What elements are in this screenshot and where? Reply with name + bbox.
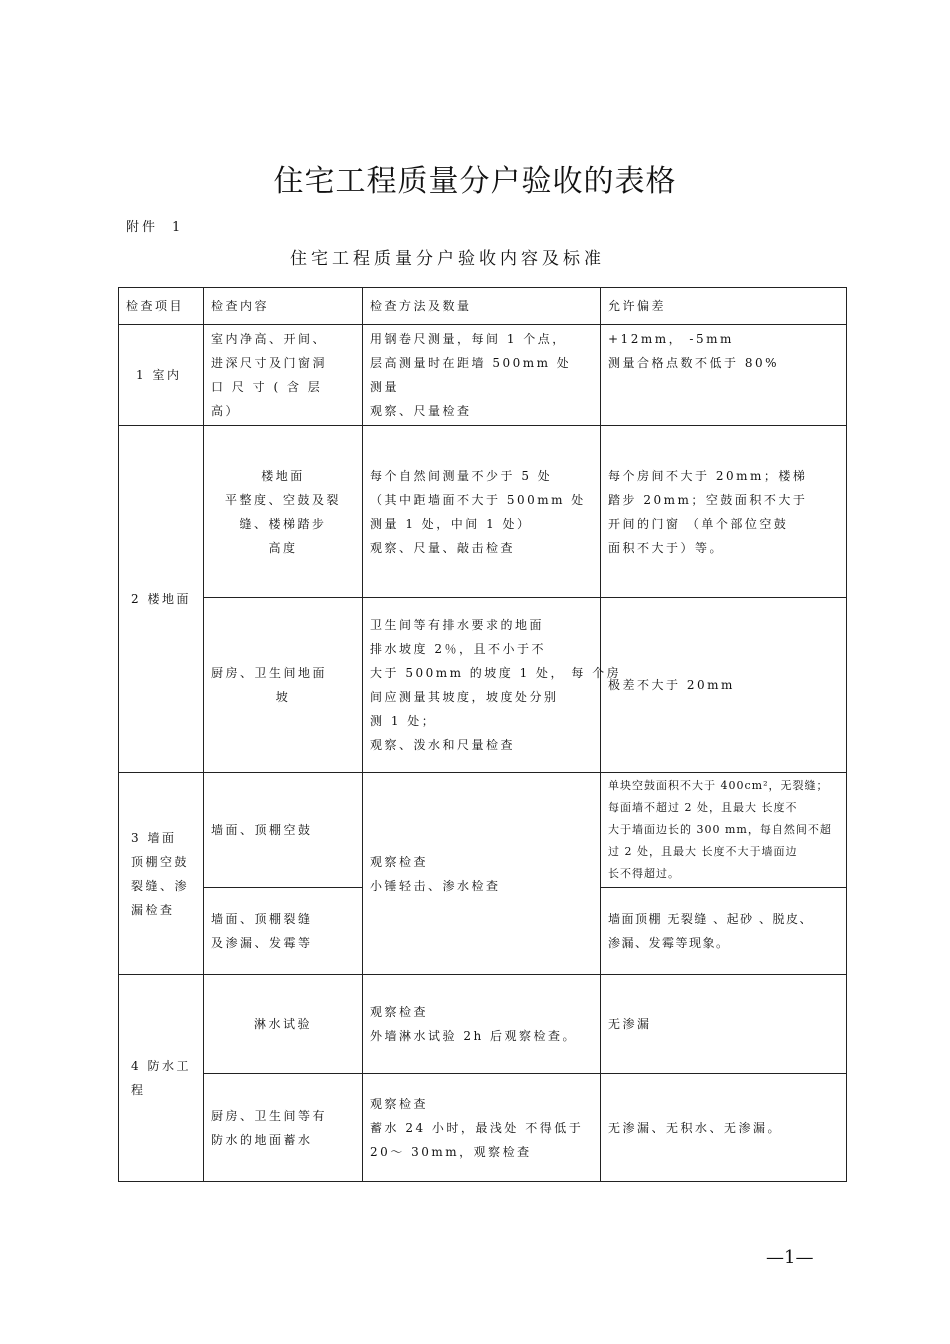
content-line: 坡: [275, 690, 291, 704]
method-line: 层高测量时在距墙 500mm 处: [370, 356, 572, 370]
method-line: 20～ 30mm，观察检查: [370, 1144, 532, 1159]
deviation-line: +12mm， -5mm: [608, 332, 734, 346]
deviation-cell: [601, 325, 847, 426]
content-cell: 墙面、顶棚空鼓: [204, 773, 363, 888]
content-cell: 淋水试验: [204, 975, 363, 1074]
content-cell: [204, 598, 363, 773]
header-cell-method: 检查方法及数量: [363, 288, 601, 325]
content-cell: [204, 1074, 363, 1182]
deviation-cell: [601, 888, 847, 975]
table-row: [119, 598, 847, 773]
deviation-line: 墙面顶棚 无裂缝 、起砂 、脱皮、: [608, 912, 813, 926]
content-line: 进深尺寸及门窗洞: [211, 356, 328, 370]
deviation-cell: [601, 426, 847, 598]
method-line: 外墙淋水试验 2h 后观察检查。: [370, 1029, 577, 1043]
method-line: 小锤轻击、渗水检查: [370, 878, 501, 893]
category-line: 裂缝、渗: [131, 878, 190, 893]
attachment-text: 附件: [126, 220, 159, 235]
header-row: [119, 288, 847, 325]
deviation-line: 渗漏、发霉等现象。: [608, 936, 730, 950]
category-cell: 1 室内: [119, 325, 204, 426]
content-cell: [204, 426, 363, 598]
method-line: 用钢卷尺测量，每间 1 个点，: [370, 332, 567, 346]
method-line: 观察、泼水和尺量检查: [370, 738, 516, 752]
deviation-line: 每面墙不超过 2 处，且最大 长度不: [608, 801, 798, 814]
content-line: 厨房、卫生间地面: [211, 666, 328, 680]
category-cell: 2 楼地面: [119, 426, 204, 773]
deviation-line: 单块空鼓面积不大于 400cm²，无裂缝；: [608, 779, 829, 792]
method-line: 每个自然间测量不少于 5 处: [370, 468, 553, 483]
method-cell: [363, 426, 601, 598]
content-line: 室内净高、开间、: [211, 332, 328, 346]
deviation-line: 每个房间不大于 20mm；楼梯: [608, 468, 808, 483]
method-line: 测量 1 处，中间 1 处）: [370, 516, 532, 531]
method-line: 卫生间等有排水要求的地面: [370, 618, 545, 632]
method-line: 测 1 处；: [370, 714, 437, 728]
content-line: 口 尺 寸 ( 含 层: [211, 380, 323, 394]
method-cell: [363, 773, 601, 975]
content-line: 楼地面: [261, 468, 305, 483]
deviation-cell: 无渗漏、无积水、无渗漏。: [601, 1074, 847, 1182]
content-line: 防水的地面蓄水: [211, 1132, 313, 1147]
method-line: 观察检查: [370, 854, 429, 869]
content-line: 高）: [211, 404, 241, 418]
deviation-line: 开间的门窗 （单个部位空鼓: [608, 516, 789, 531]
inspection-table: [118, 287, 847, 1182]
header-cell-deviation: 允许偏差: [601, 288, 847, 325]
method-line: 间应测量其坡度，坡度处分别: [370, 690, 559, 704]
page-number: —1—: [766, 1247, 814, 1268]
deviation-cell: 极差不大于 20mm: [601, 598, 847, 773]
table-row: [119, 1074, 847, 1182]
document-title: 住宅工程质量分户验收的表格: [273, 164, 677, 199]
content-cell: [204, 888, 363, 975]
method-line: （其中距墙面不大于 500mm 处: [370, 492, 586, 507]
method-line: 大于 500mm 的坡度 1 处， 每 个房: [370, 666, 622, 680]
method-line: 观察、尺量、敲击检查: [370, 540, 516, 555]
category-line: 顶棚空鼓: [131, 854, 190, 869]
content-line: 厨房、卫生间等有: [211, 1108, 328, 1123]
method-line: 观察检查: [370, 1005, 429, 1019]
method-cell: [363, 1074, 601, 1182]
header-cell-content: 检查内容: [204, 288, 363, 325]
deviation-line: 长不得超过。: [608, 867, 680, 880]
method-cell: [363, 598, 622, 773]
deviation-cell: [601, 773, 847, 888]
deviation-line: 面积不大于）等。: [608, 540, 725, 555]
table-title: 住宅工程质量分户验收内容及标准: [290, 249, 605, 269]
attachment-number: 1: [172, 220, 184, 235]
header-cell-category: 检查项目: [119, 288, 204, 325]
deviation-line: 过 2 处，且最大 长度不大于墙面边: [608, 845, 798, 858]
table-row: [119, 426, 847, 598]
category-line: 漏检查: [131, 902, 175, 917]
content-line: 高度: [268, 540, 298, 555]
content-cell: [204, 325, 363, 426]
method-line: 观察、尺量检查: [370, 404, 472, 418]
content-line: 平整度、空鼓及裂: [224, 492, 341, 507]
category-cell: 4 防水工程: [119, 975, 204, 1182]
category-line: 3 墙面: [131, 830, 177, 845]
deviation-cell: 无渗漏: [601, 975, 847, 1074]
content-line: 墙面、顶棚裂缝: [211, 912, 313, 926]
method-line: 观察检查: [370, 1096, 429, 1111]
table-row: [119, 325, 847, 426]
deviation-line: 大于墙面边长的 300 mm，每自然间不超: [608, 823, 832, 836]
category-cell: [119, 773, 204, 975]
table-row: [119, 773, 847, 888]
deviation-line: 踏步 20mm；空鼓面积不大于: [608, 492, 808, 507]
content-line: 缝、楼梯踏步: [239, 516, 327, 531]
method-cell: [363, 325, 601, 426]
method-line: 排水坡度 2％，且不小于不: [370, 642, 546, 656]
method-line: 测量: [370, 380, 400, 394]
table-row: [119, 975, 847, 1074]
method-cell: [363, 975, 601, 1074]
content-line: 及渗漏、发霉等: [211, 936, 313, 950]
attachment-label: [126, 216, 183, 235]
deviation-line: 测量合格点数不低于 80%: [608, 356, 779, 370]
method-line: 蓄水 24 小时，最浅处 不得低于: [370, 1120, 584, 1135]
